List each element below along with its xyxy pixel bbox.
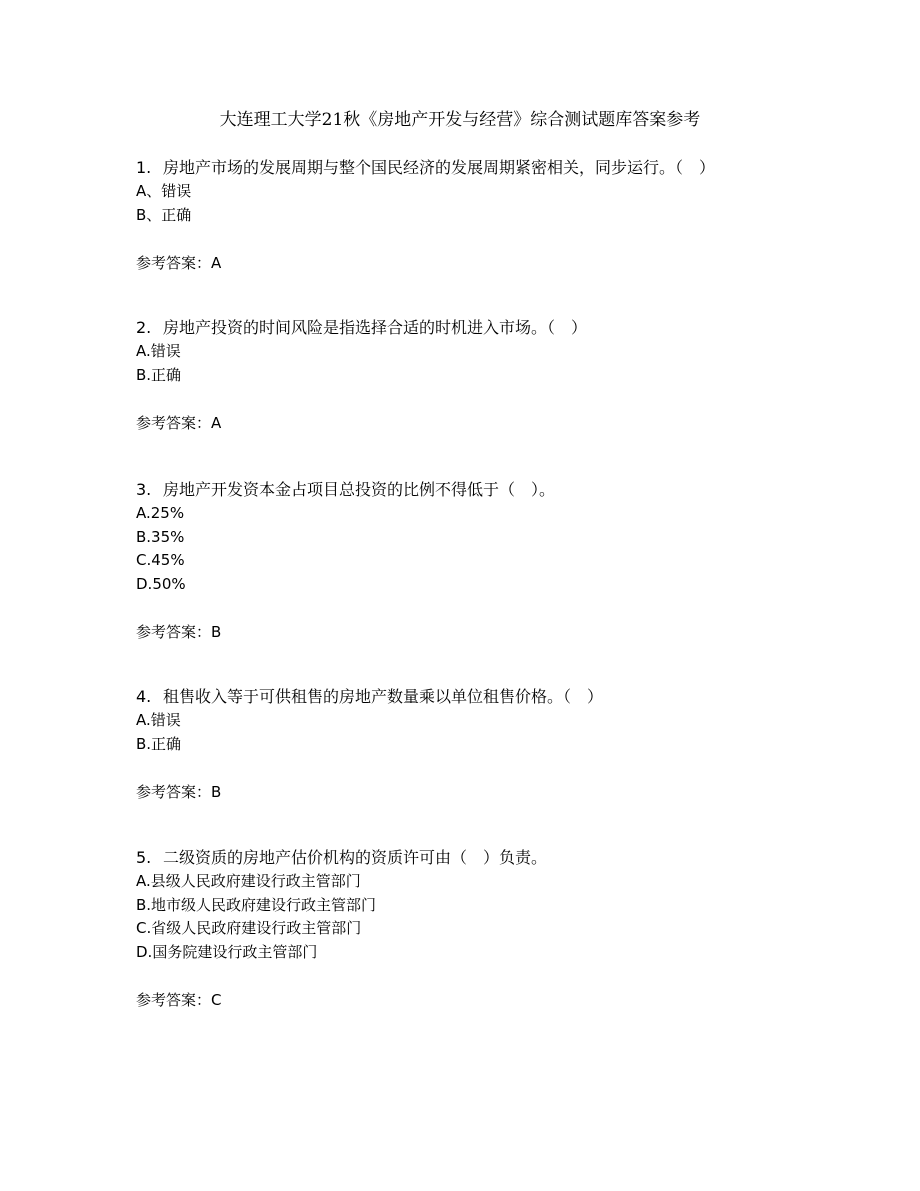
option-list bbox=[136, 709, 836, 756]
option-a: A.县级人民政府建设行政主管部门 bbox=[136, 872, 361, 890]
option-a: A、错误 bbox=[136, 182, 192, 200]
question-stem bbox=[136, 316, 836, 340]
question-4 bbox=[136, 685, 836, 804]
question-text: 房地产开发资本金占项目总投资的比例不得低于（ ）。 bbox=[163, 480, 556, 499]
option-list bbox=[136, 502, 836, 596]
question-stem bbox=[136, 156, 836, 180]
question-number: 2. bbox=[136, 318, 152, 337]
option-c: C.省级人民政府建设行政主管部门 bbox=[136, 919, 362, 937]
option-b: B、正确 bbox=[136, 205, 192, 224]
document-title: 大连理工大学21秋《房地产开发与经营》综合测试题库答案参考 bbox=[219, 110, 701, 130]
question-number: 3. bbox=[136, 480, 152, 499]
question-text: 房地产市场的发展周期与整个国民经济的发展周期紧密相关，同步运行。（ ） bbox=[163, 158, 716, 177]
question-number: 1. bbox=[136, 158, 152, 177]
option-a: A.错误 bbox=[136, 342, 181, 360]
option-b: B.正确 bbox=[136, 365, 182, 384]
question-number: 4. bbox=[136, 687, 152, 706]
option-a: A.错误 bbox=[136, 711, 181, 729]
question-number: 5. bbox=[136, 848, 152, 867]
question-stem bbox=[136, 846, 836, 870]
option-b: B.正确 bbox=[136, 734, 182, 753]
question-1 bbox=[136, 156, 836, 275]
question-3 bbox=[136, 478, 836, 644]
question-text: 租售收入等于可供租售的房地产数量乘以单位租售价格。（ ） bbox=[163, 687, 604, 706]
reference-answer: 参考答案：A bbox=[136, 414, 222, 432]
question-2 bbox=[136, 316, 836, 435]
option-c: C.45% bbox=[136, 551, 185, 569]
reference-answer: 参考答案：B bbox=[136, 783, 222, 801]
question-text: 二级资质的房地产估价机构的资质许可由（ ）负责。 bbox=[163, 848, 548, 867]
option-b: B.35% bbox=[136, 527, 185, 546]
option-list bbox=[136, 870, 836, 964]
question-stem bbox=[136, 478, 836, 502]
question-text: 房地产投资的时间风险是指选择合适的时机进入市场。（ ） bbox=[163, 318, 588, 337]
option-b: B.地市级人民政府建设行政主管部门 bbox=[136, 895, 377, 914]
question-stem bbox=[136, 685, 836, 709]
option-d: D.国务院建设行政主管部门 bbox=[136, 942, 318, 961]
option-d: D.50% bbox=[136, 574, 186, 593]
reference-answer: 参考答案：C bbox=[136, 991, 222, 1009]
option-list bbox=[136, 180, 836, 227]
reference-answer: 参考答案：A bbox=[136, 254, 222, 272]
reference-answer: 参考答案：B bbox=[136, 623, 222, 641]
option-a: A.25% bbox=[136, 504, 185, 522]
question-5 bbox=[136, 846, 836, 1012]
option-list bbox=[136, 340, 836, 387]
